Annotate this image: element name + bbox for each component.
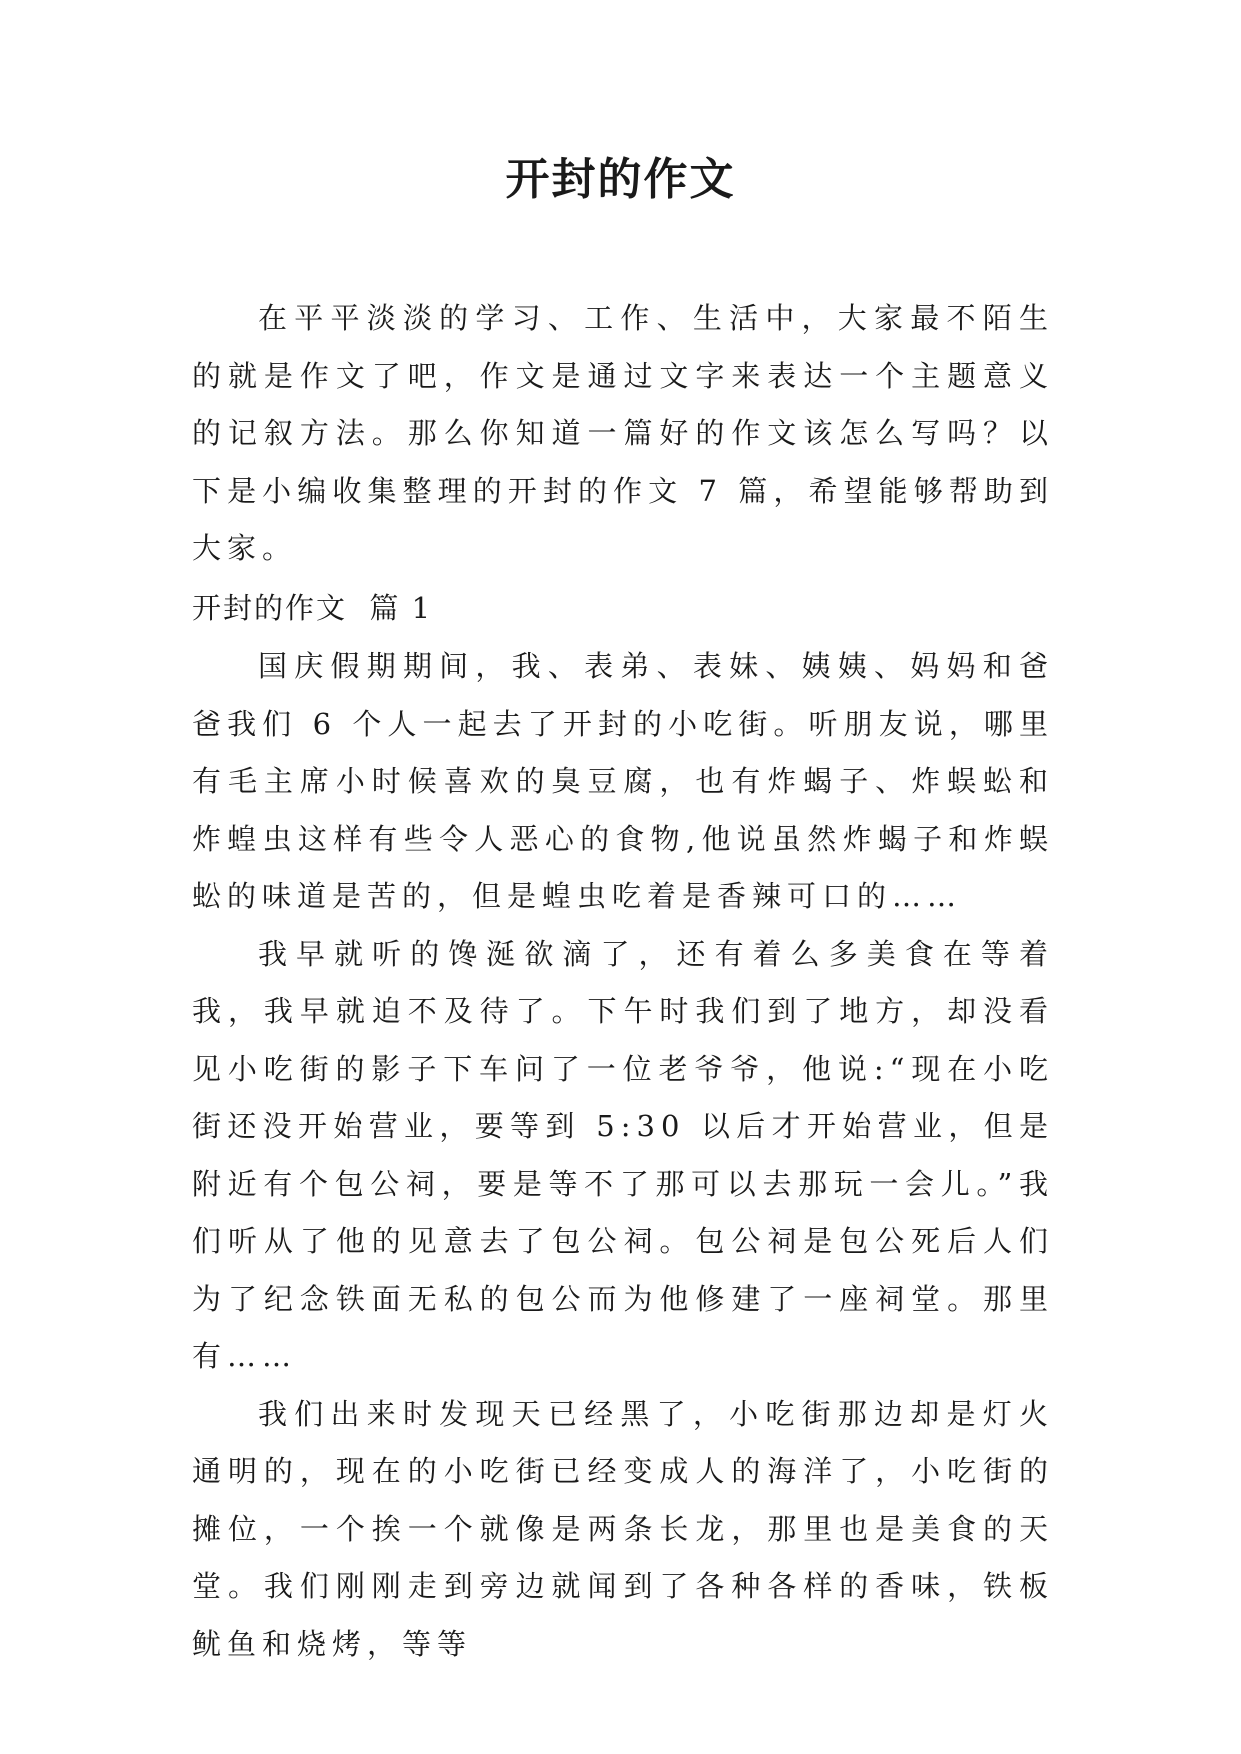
- intro-paragraph: 在平平淡淡的学习、工作、生活中，大家最不陌生的就是作文了吧，作文是通过文字来表达一个主题意义的记叙方法。那么你知道一篇好的作文该怎么写吗？以下是小编收集整理的开封的作文 7 篇，希望能够帮助到大家。: [192, 301, 1054, 565]
- article-body: [192, 638, 1054, 1673]
- article-paragraph-1: 国庆假期期间，我、表弟、表妹、姨姨、妈妈和爸爸我们 6 个人一起去了开封的小吃街。听朋友说，哪里有毛主席小时候喜欢的臭豆腐，也有炸蝎子、炸蜈蚣和炸蝗虫这样有些令人恶心的食物,他说虽然炸蝎子和炸蜈蚣的味道是苦的，但是蝗虫吃着是香辣可口的……: [192, 649, 1054, 913]
- article-paragraph-2: 我早就听的馋涎欲滴了，还有着么多美食在等着我，我早就迫不及待了。下午时我们到了地方，却没看见小吃街的影子下车问了一位老爷爷，他说:“现在小吃街还没开始营业，要等到 5:30 以后才开始营业，但是附近有个包公祠，要是等不了那可以去那玩一会儿。”我们听从了他的见意去了包公祠。包公祠是包公死后人们为了纪念铁面无私的包公而为他修建了一座祠堂。那里有……: [192, 936, 1054, 1373]
- document-title: 开封的作文: [505, 154, 736, 205]
- section-heading: 开封的作文 篇 1: [192, 591, 433, 625]
- article-paragraph-3: 我们出来时发现天已经黑了，小吃街那边却是灯火通明的，现在的小吃街已经变成人的海洋了，小吃街的摊位，一个挨一个就像是两条长龙，那里也是美食的天堂。我们刚刚走到旁边就闻到了各种各样的香味，铁板鱿鱼和烧烤，等等: [192, 1396, 1054, 1661]
